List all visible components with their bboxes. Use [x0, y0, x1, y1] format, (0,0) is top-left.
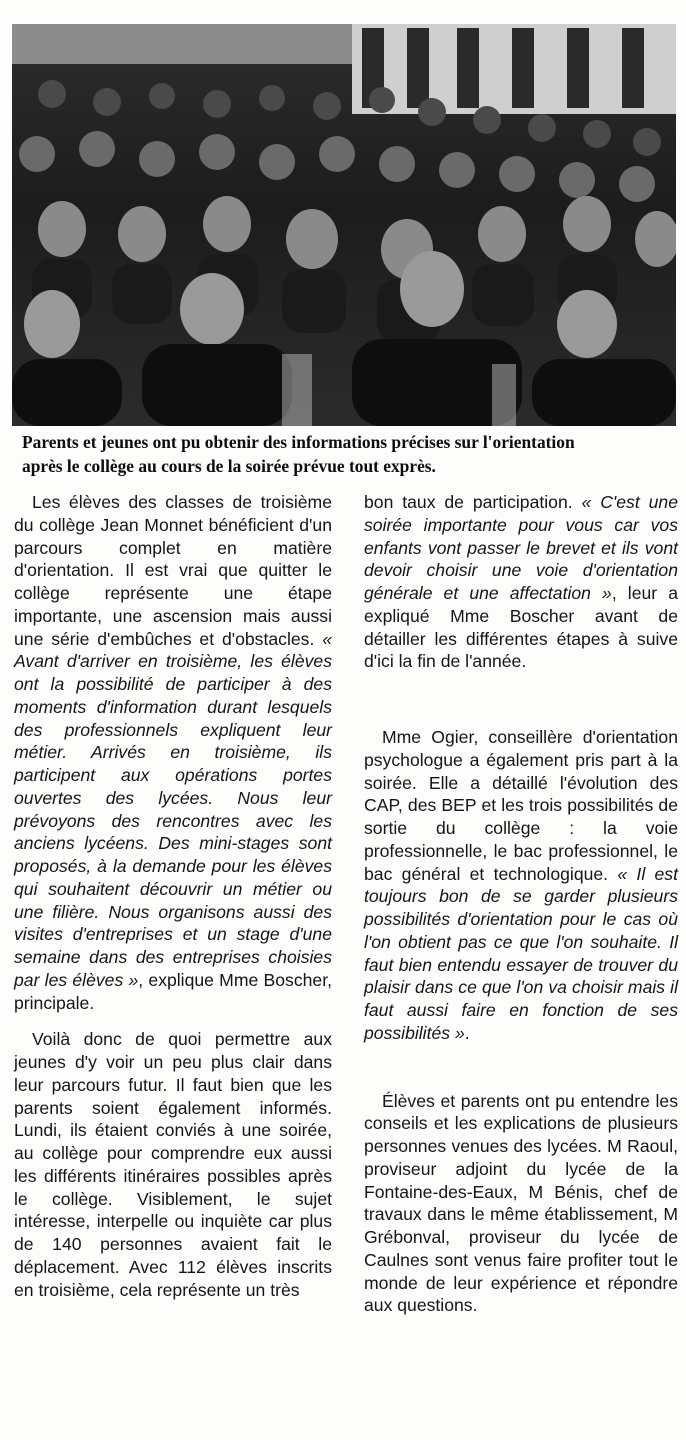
photo-caption — [22, 430, 682, 478]
left-p1-text: Les élèves des classes de troisième du collège Jean Monnet bénéficient d'un parcours complet en matière d'orientation. Il est vrai que quitter le collège représente une étape importante, une ascension mais aussi une série d'embûches et d'obstacles. — [14, 492, 332, 649]
audience-photo-icon — [12, 24, 676, 426]
article-column-right — [364, 491, 678, 1317]
left-paragraph-2: Voilà donc de quoi permettre aux jeunes d'y voir un peu plus clair dans leur parcours futur. Il faut bien que les parents soient également informés. Lundi, ils étaient conviés à une soirée, au collège pour comprendre eux aussi les différents itinéraires possibles après le collège. Visiblement, le sujet intéresse, interpelle ou inquiète car plus de 140 personnes avaient fait le déplacement. Avec 112 élèves inscrits en troisième, cela représente un très — [14, 1029, 332, 1300]
right-paragraph-2 — [364, 726, 678, 1045]
right-paragraph-3: Élèves et parents ont pu entendre les conseils et les explications de plusieurs personnes venues des lycées. M Raoul, proviseur adjoint du lycée de la Fontaine-des-Eaux, M Bénis, chef de travaux dans le même établissement, M Grébonval, proviseur du lycée de Caulnes sont venus faire profiter tout le monde de leur expérience et répondre aux questions. — [364, 1090, 678, 1316]
right-p1-tail: , leur a expliqué Mme Boscher avant de détailler les différentes étapes à suive d'ici la fin de l'année. — [364, 583, 678, 672]
right-p2-text: Mme Ogier, conseillère d'orientation psychologue a également pris part à la soirée. Elle a détaillé l'évolution des CAP, des BEP et les trois possibilités de sortie du collège : la voie professionnelle, le bac professionnel, le bac général et technologique. — [364, 727, 678, 884]
article-column-left — [14, 491, 332, 1301]
caption-line-2: après le collège au cours de la soirée prévue tout exprès. — [22, 456, 436, 476]
right-p1-text: bon taux de participation. — [364, 492, 582, 512]
right-p2-tail: . — [464, 1022, 470, 1043]
left-p1-quote: « Avant d'arriver en troisième, les élèves ont la possibilité de participer à des moments d'information durant lesquels des professionnels expliquent leur métier. Arrivés en troisième, ils participent aux opérations portes ouvertes des lycées. Nous leur prévoyons des rencontres avec les anciens lycéens. Des mini-stages sont proposés, à la demande pour les élèves qui souhaitent découvrir un métier ou une filière. Nous organisons aussi des visites d'entreprises et un stage d'une semaine dans des entreprises choisies par les élèves » — [14, 628, 332, 990]
left-p1-tail: , explique Mme Boscher, principale. — [14, 969, 332, 1013]
right-p1-quote: « C'est une soirée importante pour vous car vos enfants vont passer le brevet et ils vont devoir choisir une voie d'orientation générale et une affectation » — [364, 492, 678, 603]
left-paragraph-1 — [14, 491, 332, 1014]
right-paragraph-1 — [364, 491, 678, 673]
caption-line-1: Parents et jeunes ont pu obtenir des informations précises sur l'orientation — [22, 432, 575, 452]
audience-illustration — [12, 24, 676, 426]
right-p2-quote: « Il est toujours bon de se garder plusieurs possibilités d'orientation pour le cas où l'on obtient pas ce que l'on souhaite. Il faut bien entendu essayer de trouver du plaisir dans ce que l'on va choisir mais il faut aussi faire en fonction de ses possibilités » — [364, 863, 678, 1043]
